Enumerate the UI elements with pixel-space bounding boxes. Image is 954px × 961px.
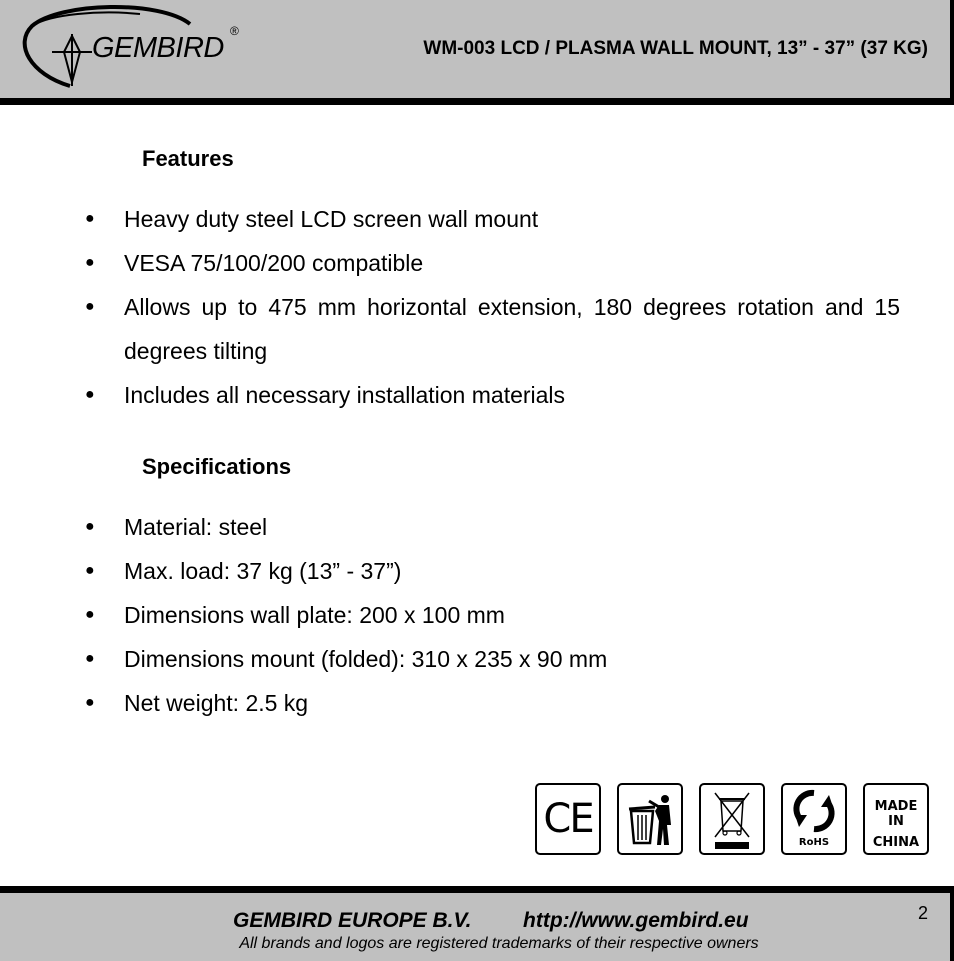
specifications-list: [0, 505, 954, 725]
list-item: ● Dimensions wall plate: 200 x 100 mm: [0, 593, 954, 637]
page-header: [0, 0, 954, 105]
features-list: [0, 197, 954, 417]
bullet-icon: ●: [85, 210, 95, 227]
registered-mark: ®: [230, 24, 239, 38]
website-link[interactable]: http://www.gembird.eu: [523, 909, 749, 932]
company-name: GEMBIRD EUROPE B.V.: [233, 909, 472, 932]
page-number: 2: [917, 903, 928, 923]
document-title: WM-003 LCD / PLASMA WALL MOUNT, 13” - 37” (37 KG): [423, 38, 928, 59]
list-item: ● Net weight: 2.5 kg: [0, 681, 954, 725]
logo-wordmark: GEMBIRD: [92, 32, 224, 64]
bullet-icon: ●: [85, 650, 95, 667]
list-item: ● Dimensions mount (folded): 310 x 235 x 90 mm: [0, 637, 954, 681]
list-item: ● Includes all necessary installation materials: [0, 373, 954, 417]
bullet-icon: ●: [85, 298, 95, 315]
trademark-note: All brands and logos are registered trademarks of their respective owners: [239, 935, 759, 952]
bullet-icon: ●: [85, 694, 95, 711]
ce-mark-icon: CE: [535, 783, 601, 855]
weee-crossed-bin-icon: [699, 783, 765, 855]
list-item: ● Heavy duty steel LCD screen wall mount: [0, 197, 954, 241]
features-heading: Features: [142, 146, 234, 171]
bullet-icon: ●: [85, 518, 95, 535]
page-footer: [0, 886, 954, 961]
rohs-icon: RoHS: [781, 783, 847, 855]
list-item: ● VESA 75/100/200 compatible: [0, 241, 954, 285]
list-item: ● Max. load: 37 kg (13” - 37”): [0, 549, 954, 593]
gembird-logo: [20, 4, 260, 94]
specifications-heading: Specifications: [142, 454, 292, 479]
bullet-icon: ●: [85, 606, 95, 623]
bullet-icon: ●: [85, 562, 95, 579]
waste-bin-icon: [617, 783, 683, 855]
list-item: ● Allows up to 475 mm horizontal extension, 180 degrees rotation and 15 degrees tilting: [0, 285, 954, 373]
list-item: ● Material: steel: [0, 505, 954, 549]
bullet-icon: ●: [85, 254, 95, 271]
made-in-china-icon: MADE IN CHINA: [863, 783, 929, 855]
bullet-icon: ●: [85, 386, 95, 403]
